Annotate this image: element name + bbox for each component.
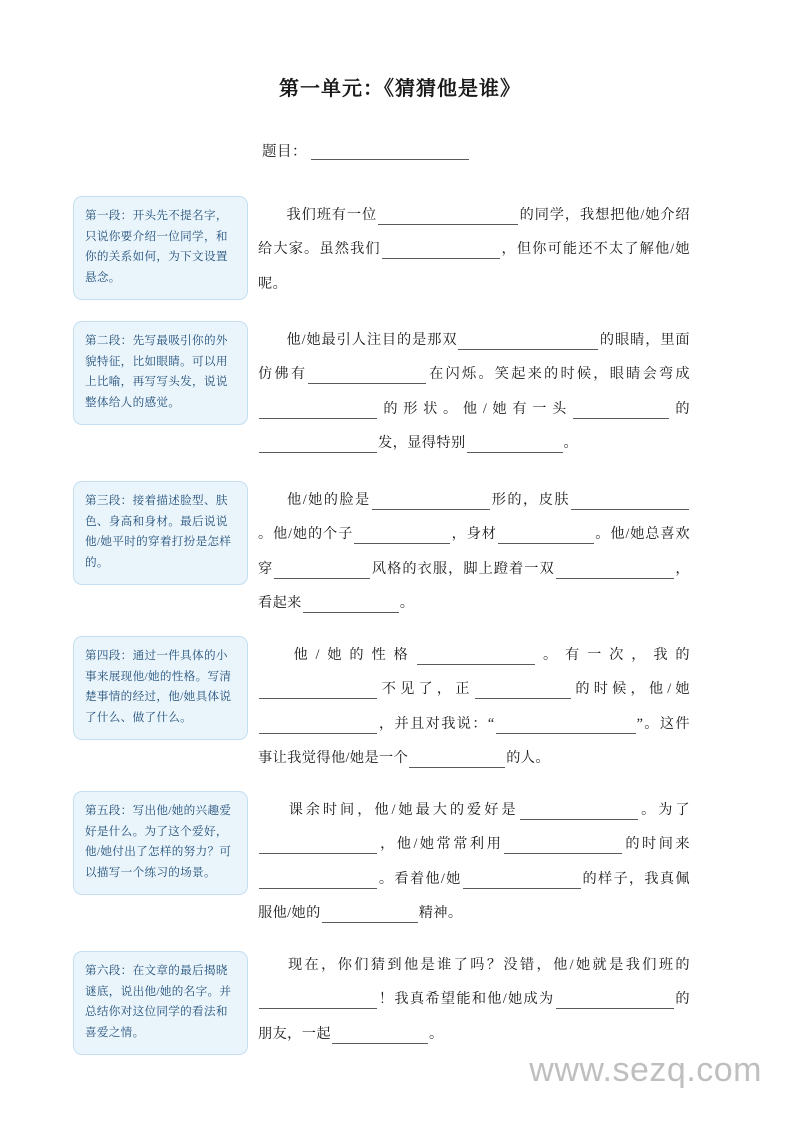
p6-blank-2[interactable] bbox=[556, 993, 674, 1009]
p5-text-2: 。为了 bbox=[638, 802, 691, 818]
p3-text-8: 。 bbox=[399, 595, 415, 612]
p4-blank-3[interactable] bbox=[475, 683, 571, 699]
p4-blank-4[interactable] bbox=[259, 718, 377, 734]
p2-blank-5[interactable] bbox=[259, 437, 377, 453]
body-paragraph-3 bbox=[258, 483, 690, 620]
site-watermark: www.sezq.com bbox=[529, 1051, 762, 1089]
p4-text-3: 不见了，正 bbox=[378, 681, 474, 698]
subject-label: 题目： bbox=[262, 144, 307, 160]
p1-blank-2[interactable] bbox=[382, 243, 500, 259]
p3-blank-6[interactable] bbox=[556, 563, 674, 579]
p5-text-1: 课余时间，他/她最大的爱好是 bbox=[286, 802, 519, 818]
p5-text-5: 。看着他/她 bbox=[378, 870, 462, 887]
p1-text-1: 我们班有一位 bbox=[286, 207, 378, 223]
p3-text-6: 风格的衣服，脚上蹬着一双 bbox=[371, 560, 555, 577]
p2-text-6: 发，显得特别 bbox=[378, 435, 466, 452]
p1-text-3: ，但你可能还不太了解他/她呢。 bbox=[258, 241, 690, 292]
p2-blank-1[interactable] bbox=[458, 334, 598, 350]
p6-text-2: ！我真希望能和他/她成为 bbox=[378, 991, 555, 1008]
p4-blank-6[interactable] bbox=[409, 752, 505, 768]
p4-text-1: 他/她的性格 bbox=[286, 647, 416, 663]
p5-blank-6[interactable] bbox=[322, 907, 418, 923]
p2-blank-6[interactable] bbox=[467, 437, 563, 453]
p4-text-5: ，并且对我说：“ bbox=[378, 715, 495, 732]
p4-text-7: 的人。 bbox=[506, 750, 550, 767]
note-paragraph-2 bbox=[73, 321, 248, 425]
p3-blank-4[interactable] bbox=[498, 528, 594, 544]
page-title: 第一单元：《猜猜他是谁》 bbox=[279, 78, 521, 100]
p6-text-3: 的朋友，一起 bbox=[258, 991, 690, 1042]
p3-blank-3[interactable] bbox=[354, 528, 450, 544]
p2-text-3: 在闪烁。笑起来的时候，眼睛会弯成 bbox=[427, 366, 690, 383]
p3-text-4: ，身材 bbox=[451, 526, 497, 543]
p2-text-1: 他/她最引人注目的是那双 bbox=[286, 332, 458, 348]
p5-blank-3[interactable] bbox=[504, 838, 622, 854]
body-paragraph-4 bbox=[258, 638, 690, 775]
p4-text-6: ”。这件事让我觉得他/她是一个 bbox=[258, 715, 690, 767]
p5-text-4: 的时间来 bbox=[623, 836, 690, 853]
p3-text-7: ，看起来 bbox=[258, 560, 691, 612]
note-paragraph-3 bbox=[73, 481, 248, 585]
p6-text-1: 现在，你们猜到他是谁了吗？没错，他/她就是我们班的 bbox=[286, 957, 690, 973]
p1-text-2: 的同学，我想把他/她介绍给大家。虽然我们 bbox=[258, 207, 690, 258]
note-paragraph-6-text: 第六段：在文章的最后揭晓谜底，说出他/她的名字。并总结你对这位同学的看法和喜爱之情。 bbox=[85, 964, 232, 1039]
body-paragraph-5 bbox=[258, 793, 690, 930]
p4-blank-2[interactable] bbox=[259, 683, 377, 699]
p3-text-5: 。他/她总喜欢穿 bbox=[258, 526, 690, 577]
note-paragraph-1-text: 第一段：开头先不提名字，只说你要介绍一位同学，和你的关系如何，为下文设置悬念。 bbox=[85, 209, 228, 284]
note-paragraph-1 bbox=[73, 196, 248, 300]
p2-text-2: 的眼睛，里面仿佛有 bbox=[258, 332, 690, 383]
body-paragraph-1 bbox=[258, 198, 690, 301]
p4-text-2: 。有一次，我的 bbox=[535, 647, 690, 663]
p3-text-1: 他/她的脸是 bbox=[286, 492, 371, 508]
note-paragraph-4 bbox=[73, 636, 248, 740]
p2-text-7: 。 bbox=[563, 435, 579, 452]
p4-text-4: 的时候，他/她 bbox=[571, 681, 690, 698]
p2-blank-2[interactable] bbox=[308, 368, 426, 384]
p2-blank-4[interactable] bbox=[573, 403, 669, 419]
p3-text-2: 形的，皮肤 bbox=[490, 492, 570, 508]
p6-blank-1[interactable] bbox=[259, 993, 377, 1009]
note-paragraph-5 bbox=[73, 791, 248, 895]
p4-blank-1[interactable] bbox=[417, 649, 535, 665]
subject-blank-input[interactable] bbox=[311, 140, 469, 160]
note-paragraph-3-text: 第三段：接着描述脸型、肤色、身高和身材。最后说说他/她平时的穿着打扮是怎样的。 bbox=[85, 494, 232, 569]
p3-blank-2[interactable] bbox=[571, 494, 689, 510]
body-paragraph-6 bbox=[258, 948, 690, 1051]
p4-blank-5[interactable] bbox=[496, 718, 636, 734]
note-paragraph-5-text: 第五段：写出他/她的兴趣爱好是什么。为了这个爱好，他/她付出了怎样的努力？可以描写一个练习的场景。 bbox=[85, 804, 232, 879]
p6-text-4: 。 bbox=[428, 1025, 444, 1042]
p2-text-5: 的 bbox=[670, 400, 690, 417]
p5-text-6: 的样子，我真佩服他/她的 bbox=[258, 870, 690, 922]
p5-blank-1[interactable] bbox=[520, 804, 638, 820]
p3-blank-1[interactable] bbox=[372, 494, 490, 510]
p5-blank-2[interactable] bbox=[259, 838, 377, 854]
note-paragraph-4-text: 第四段：通过一件具体的小事来展现他/她的性格。写清楚事情的经过，他/她具体说了什么、做了什么。 bbox=[85, 649, 232, 724]
p6-blank-3[interactable] bbox=[332, 1028, 428, 1044]
p5-blank-5[interactable] bbox=[463, 873, 581, 889]
p2-text-4: 的形状。他/她有一头 bbox=[378, 400, 573, 417]
body-paragraph-2 bbox=[258, 323, 690, 460]
p5-text-3: ，他/她常常利用 bbox=[378, 836, 504, 853]
p2-blank-3[interactable] bbox=[259, 403, 377, 419]
p5-blank-4[interactable] bbox=[259, 873, 377, 889]
note-paragraph-2-text: 第二段：先写最吸引你的外貌特征，比如眼睛。可以用上比喻，再写写头发，说说整体给人的感觉。 bbox=[85, 334, 228, 409]
p1-blank-1[interactable] bbox=[378, 209, 518, 225]
note-paragraph-6 bbox=[73, 951, 248, 1055]
p3-text-3: 。他/她的个子 bbox=[258, 526, 354, 543]
subject-row bbox=[262, 140, 469, 161]
p5-text-7: 精神。 bbox=[418, 905, 463, 922]
p3-blank-7[interactable] bbox=[303, 597, 399, 613]
p3-blank-5[interactable] bbox=[274, 563, 370, 579]
